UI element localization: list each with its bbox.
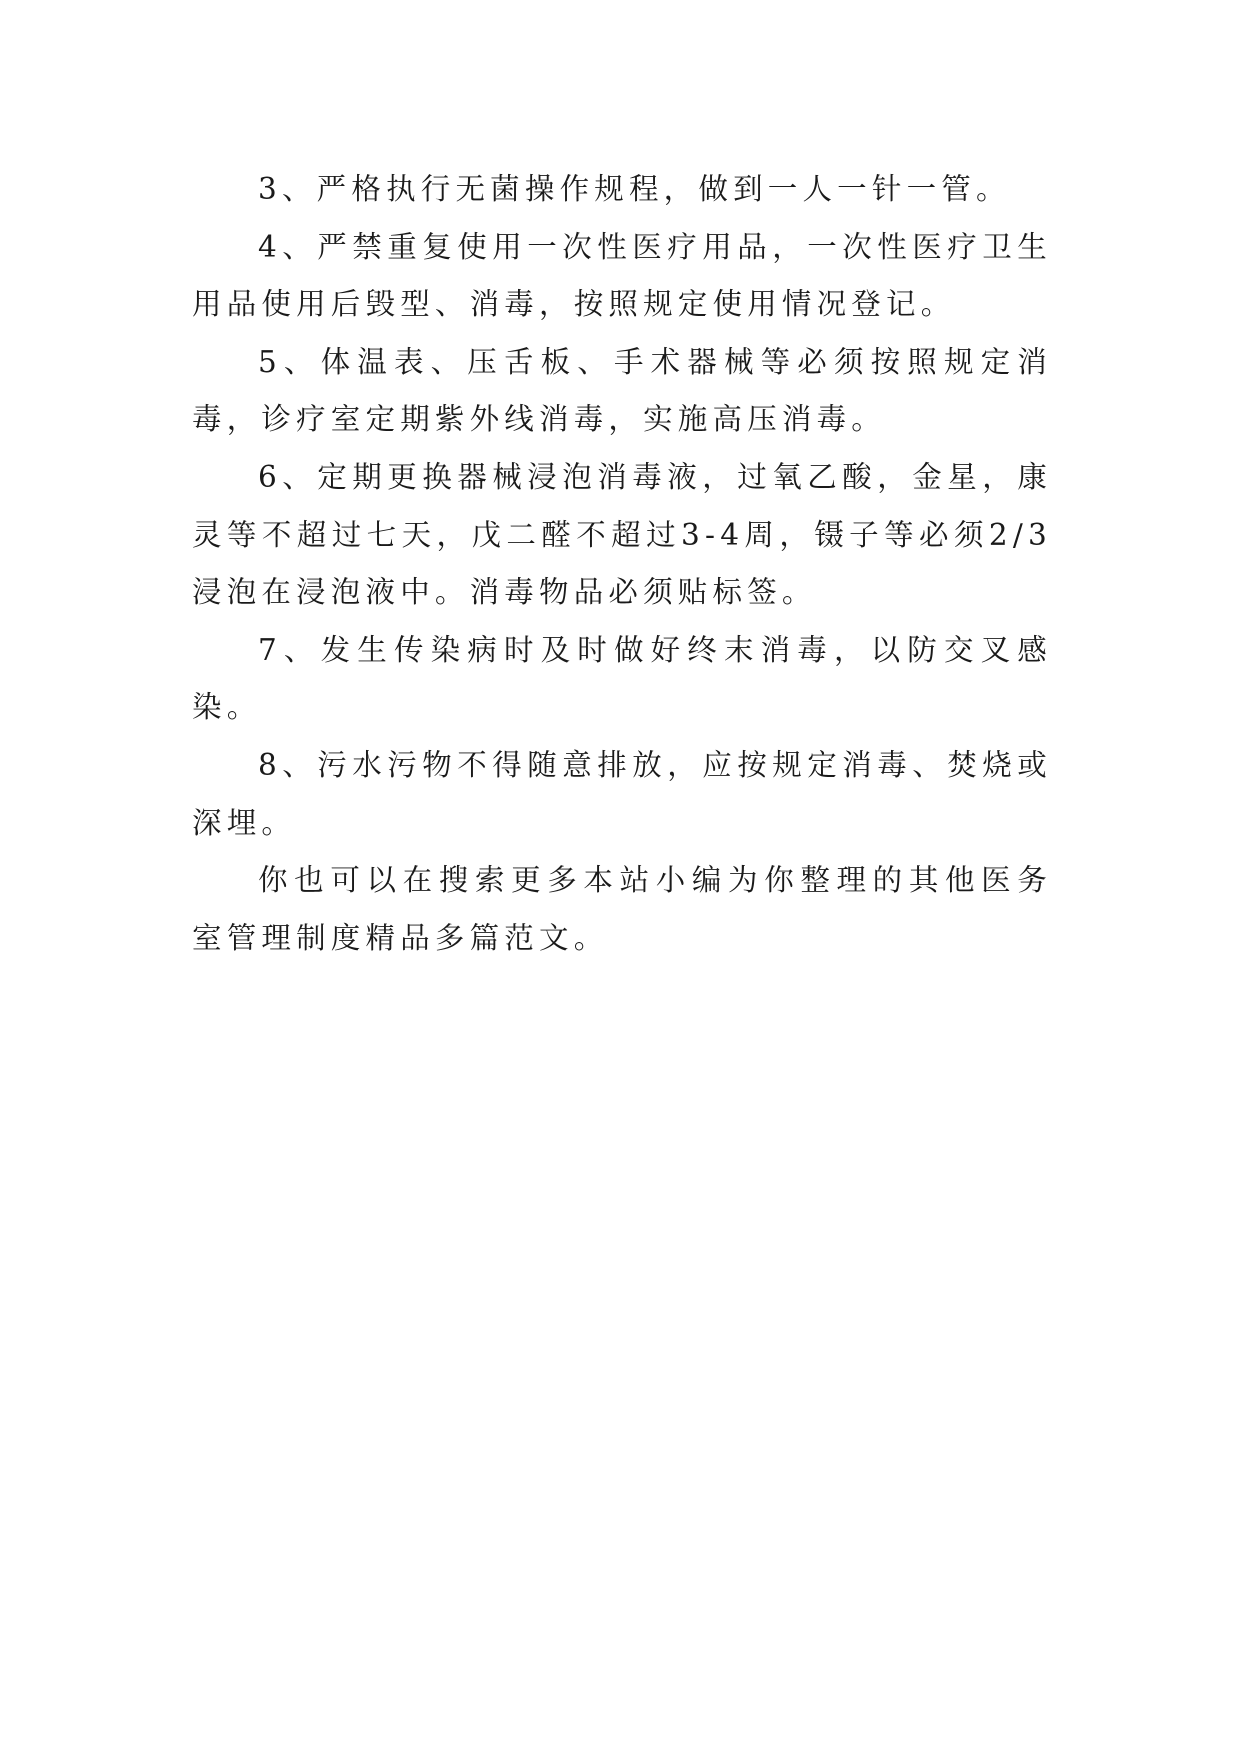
paragraph-rule-3: 3、严格执行无菌操作规程，做到一人一针一管。 bbox=[258, 172, 1011, 206]
paragraph-rule-6: 6、定期更换器械浸泡消毒液，过氧乙酸，金星，康灵等不超过七天，戊二醛不超过3-4周，镊子等必须2/3浸泡在浸泡液中。消毒物品必须贴标签。 bbox=[192, 459, 1052, 610]
document-body bbox=[192, 161, 1052, 967]
paragraph-rule-8: 8、污水污物不得随意排放，应按规定消毒、焚烧或深埋。 bbox=[192, 747, 1052, 840]
paragraph-rule-4: 4、严禁重复使用一次性医疗用品，一次性医疗卫生用品使用后毁型、消毒，按照规定使用情况登记。 bbox=[192, 229, 1052, 322]
paragraph-closing-note: 你也可以在搜索更多本站小编为你整理的其他医务室管理制度精品多篇范文。 bbox=[192, 863, 1052, 955]
paragraph-rule-5: 5、体温表、压舌板、手术器械等必须按照规定消毒，诊疗室定期紫外线消毒，实施高压消毒。 bbox=[192, 344, 1052, 437]
paragraph-rule-7: 7、发生传染病时及时做好终末消毒，以防交叉感染。 bbox=[192, 632, 1052, 725]
